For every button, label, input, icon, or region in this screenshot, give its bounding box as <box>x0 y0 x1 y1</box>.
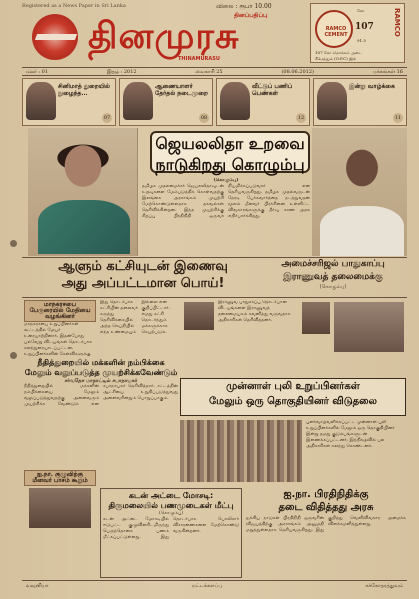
edition-label: தினப்பதிப்பு <box>234 12 268 19</box>
cement-advert <box>310 3 405 63</box>
column-headline: ஐ.நா. குழுவிற்கு மீனவர் பாசம் கூறும் <box>24 470 96 486</box>
lead-body-text: தமிழக முதலமைச்சர் ஜெயலலிதாவுடன் உறவுகளை மேம்படுத்திக் கொள்வதற்கு இலங்கை அரசாங்கம் முயற்சி மேற்கொண்டுள்ளதாக தகவல்கள் தெரிவிக்கின்றன. இந்த முயற்சிக்கு சிறப்பு பிரதிநிதி ஒருவர் நியமிக்கப்படுவார் என தெரியவருகிறது. தமிழக முதல்வருடன் நேரடி பேச்சுவார்த்தை நடத்துவதன் மூலம் மீனவர் பிரச்சினை உள்ளிட்ட விவகாரங்களுக்கு தீர்வு காண அரசு எதிர்பார்க்கிறது. <box>142 184 310 219</box>
teaser-page-number: 08 <box>200 115 208 121</box>
photo-figure <box>38 200 130 254</box>
teaser-item[interactable] <box>216 78 310 126</box>
teaser-text: இன்று வாழ்க்கை <box>349 83 395 90</box>
footer-mid: மட்டக்களப்பு <box>191 583 223 589</box>
lead-byline: (கொழும்பு) <box>213 178 239 183</box>
lead-photo-minister <box>312 128 407 256</box>
banner-right-line2: இராணுவத் தலைமைக்கு <box>283 272 383 282</box>
newspaper-title: தினமுரசு <box>88 16 240 57</box>
story-column <box>24 300 96 356</box>
arrow-icon <box>35 34 77 40</box>
story-un <box>246 488 406 578</box>
story-photo <box>184 302 214 330</box>
footer-left: வவுனியா <box>26 583 49 589</box>
judiciary-subheadline: மேலும் வலுப்படுத்த முயற்சிக்கவேண்டும் <box>24 368 178 377</box>
story-column <box>24 470 96 578</box>
ad-line: 91.5 <box>357 38 366 43</box>
teaser-photo <box>123 82 153 120</box>
ltte-headline-line1: முன்னாள் புலி உறுப்பினர்கள் <box>226 381 360 392</box>
teaser-page-number: 07 <box>103 115 111 121</box>
masthead <box>22 8 308 63</box>
newspaper-title-en: THINAMURASU <box>178 56 220 62</box>
photo-figure <box>320 206 404 256</box>
banner-headline-left[interactable] <box>38 258 248 294</box>
teaser-page-number: 12 <box>297 115 305 121</box>
credit-byline: (கொழும்பு) <box>158 511 184 516</box>
punch-hole <box>10 352 17 359</box>
punch-hole <box>10 240 17 247</box>
judiciary-byline: சர்வதேச மாநாட்டில் சபாநாயகர் <box>64 378 138 384</box>
banner-left-line2: அது அப்பட்டமான பொய்! <box>61 276 225 291</box>
ad-brand-tag: RAMCO <box>393 8 401 37</box>
credit-headline-line2: திருமலையில் பணமுடைகள் மீட்பு <box>108 501 234 510</box>
date-label: (08.06.2012) <box>281 69 314 75</box>
crowd-photo <box>180 420 302 482</box>
story-judiciary <box>24 358 178 468</box>
column-body: மாநகரசபை உறுப்பினர்கள் கூட்டத்தில் மேயர் உரையாற்றினார். இதன்போது பல்வேறு விடயங்கள் தொடர்பாக கலந்துரையாடப்பட்டன. உறுப்பினர்களின் கேள்விகளுக்கு <box>24 322 92 356</box>
teaser-text: வீட்டுப் பணிப் பெண்கள் <box>252 83 293 98</box>
teaser-photo <box>26 82 56 120</box>
footer-right: சக்கோதரத்துவம் <box>365 583 403 589</box>
un-body: ஐக்கிய நாடுகள் பிரதிநிதி ஒருவரின் விஜயத்திற்கு அரசாங்கம் அனுமதி மறுத்துள்ளதாக தெரியவருகிறது. இது குறித்து வெளிவிவகார அமைச்சு விளக்கமளித்துள்ளது. <box>246 516 406 533</box>
credit-headline-line1: கடன் அட்டை மோசடி: <box>128 491 214 500</box>
story-column <box>218 300 296 356</box>
story-credit-card <box>100 488 242 578</box>
story-photo <box>29 488 91 528</box>
logo-emblem-icon <box>32 14 78 60</box>
ad-line: கோ <box>357 8 365 13</box>
banner-headline-right[interactable] <box>258 258 408 292</box>
divider <box>22 297 407 298</box>
teaser-strip <box>22 78 407 126</box>
ad-logo-text: RAMCO CEMENT <box>324 26 348 38</box>
ltte-headline-line2: மேலும் ஒரு தொகுதியினர் விடுதலை <box>209 396 377 407</box>
teaser-page-number: 11 <box>394 115 402 121</box>
ad-price: 107 <box>355 22 374 32</box>
column-headline: மாநகரசபை பேருரையில் மேதியை வழங்கினர் <box>24 300 96 322</box>
credit-body: கடன் அட்டை மோசடியில் ஈடுபட்ட குழுவினரிடமிருந்து பெருந்தொகை பணம் மீட்கப்பட்டுள்ளது. இது தொடர்பாக பொலிசார் விசாரணைகளை மேற்கொண்டு வருகின்றனர். <box>103 517 239 540</box>
lead-story-body <box>142 178 310 256</box>
banner-left-line1: ஆளும் கட்சியுடன் இணைவு <box>58 259 228 274</box>
un-headline-line2: தடை விதித்தது அரசு <box>278 502 374 513</box>
lead-headline-box[interactable] <box>150 131 310 173</box>
un-headline-line1: ஐ.நா. பிரதிநிதிக்கு <box>283 489 369 500</box>
story-photo <box>302 302 330 334</box>
registration-note: Registered as a News Paper in Sri Lanka <box>22 3 126 9</box>
ltte-headline-box[interactable] <box>180 378 406 416</box>
teaser-item[interactable] <box>313 78 407 126</box>
teaser-item[interactable] <box>119 78 213 126</box>
judiciary-body: நீதித்துறையில் மக்களின் நம்பிக்கையை மேலும் வலுப்படுத்துவதற்கு அனைவரும் முயற்சிக்க வேண்டும் என சபாநாயகர் தெரிவித்தார். சட்டத்தின் ஆட்சியை உறுதிப்படுத்துவது அனைவரினதும் பொறுப்பாகும். <box>24 384 178 407</box>
teaser-photo <box>317 82 347 120</box>
ltte-story-body <box>306 420 406 482</box>
volume-label: மலர் : 01 <box>26 69 49 75</box>
price-label: விலை : ரூபா 10.00 <box>216 3 272 10</box>
judiciary-headline: நீதித்துறையில் மக்களின் நம்பிக்கை <box>37 358 165 367</box>
ad-line: சீமெந்தும் (O.P.C) இல் <box>315 56 357 61</box>
lead-headline-line2: நாடுகிறது கொழும்பு <box>155 155 305 174</box>
banner-right-byline: (கொழும்பு) <box>319 284 347 290</box>
teaser-text: சினிமாத் துறையில் நுழைந்த… <box>58 83 110 98</box>
teaser-photo <box>220 82 250 120</box>
pages-label: பக்கங்கள் 16 <box>372 69 403 75</box>
column-body: இராணுவ பாதுகாப்பு தொடர்பான விடயங்களை இராணுவத் தலைமையகம் கவனித்து வருவதாக அதிகாரிகள் தெரிவித்தனர். <box>218 300 291 323</box>
column-body: இது தொடர்பாக கட்சியின் தலைவர் கருத்து தெரிவிக்கையில் அந்த செய்தியில் எந்த உண்மையும் இல்லை என குறிப்பிட்டார். எமது கட்சி தொடர்ந்தும் மக்களுக்காக செயற்படும். <box>100 300 171 335</box>
issue-label: இதழ் : 2012 <box>106 69 137 75</box>
ltte-body: புனர்வாழ்வளிக்கப்பட்ட முன்னாள் புலி உறுப்பினர்களில் மேலும் ஒரு தொகுதியினர் இன்று தமது குடும்பங்களுடன் இணைக்கப்பட்டனர். இந்நிகழ்வில் பல அதிகாரிகள் கலந்து கொண்டனர். <box>306 420 395 449</box>
ad-line: 107 கோ மொக்கம் அடை <box>315 50 363 55</box>
lead-photo-jayalalitha <box>28 128 138 256</box>
tamil-date-label: வைகாசி 25 <box>195 69 223 75</box>
ramco-logo-icon <box>315 10 353 48</box>
story-photo <box>334 302 404 352</box>
footer-bar <box>22 580 407 590</box>
story-column <box>100 300 180 356</box>
banner-right-line1: அமைச்சரிஜல் பாதுகாப்பு <box>281 259 385 269</box>
teaser-item[interactable] <box>22 78 116 126</box>
dateline-bar <box>22 67 407 76</box>
teaser-text: ஆணையாளர் தேர்தல் நடைமுறை <box>155 83 209 98</box>
lead-headline-line1: ஜெயலலிதா உறவை <box>155 134 305 153</box>
